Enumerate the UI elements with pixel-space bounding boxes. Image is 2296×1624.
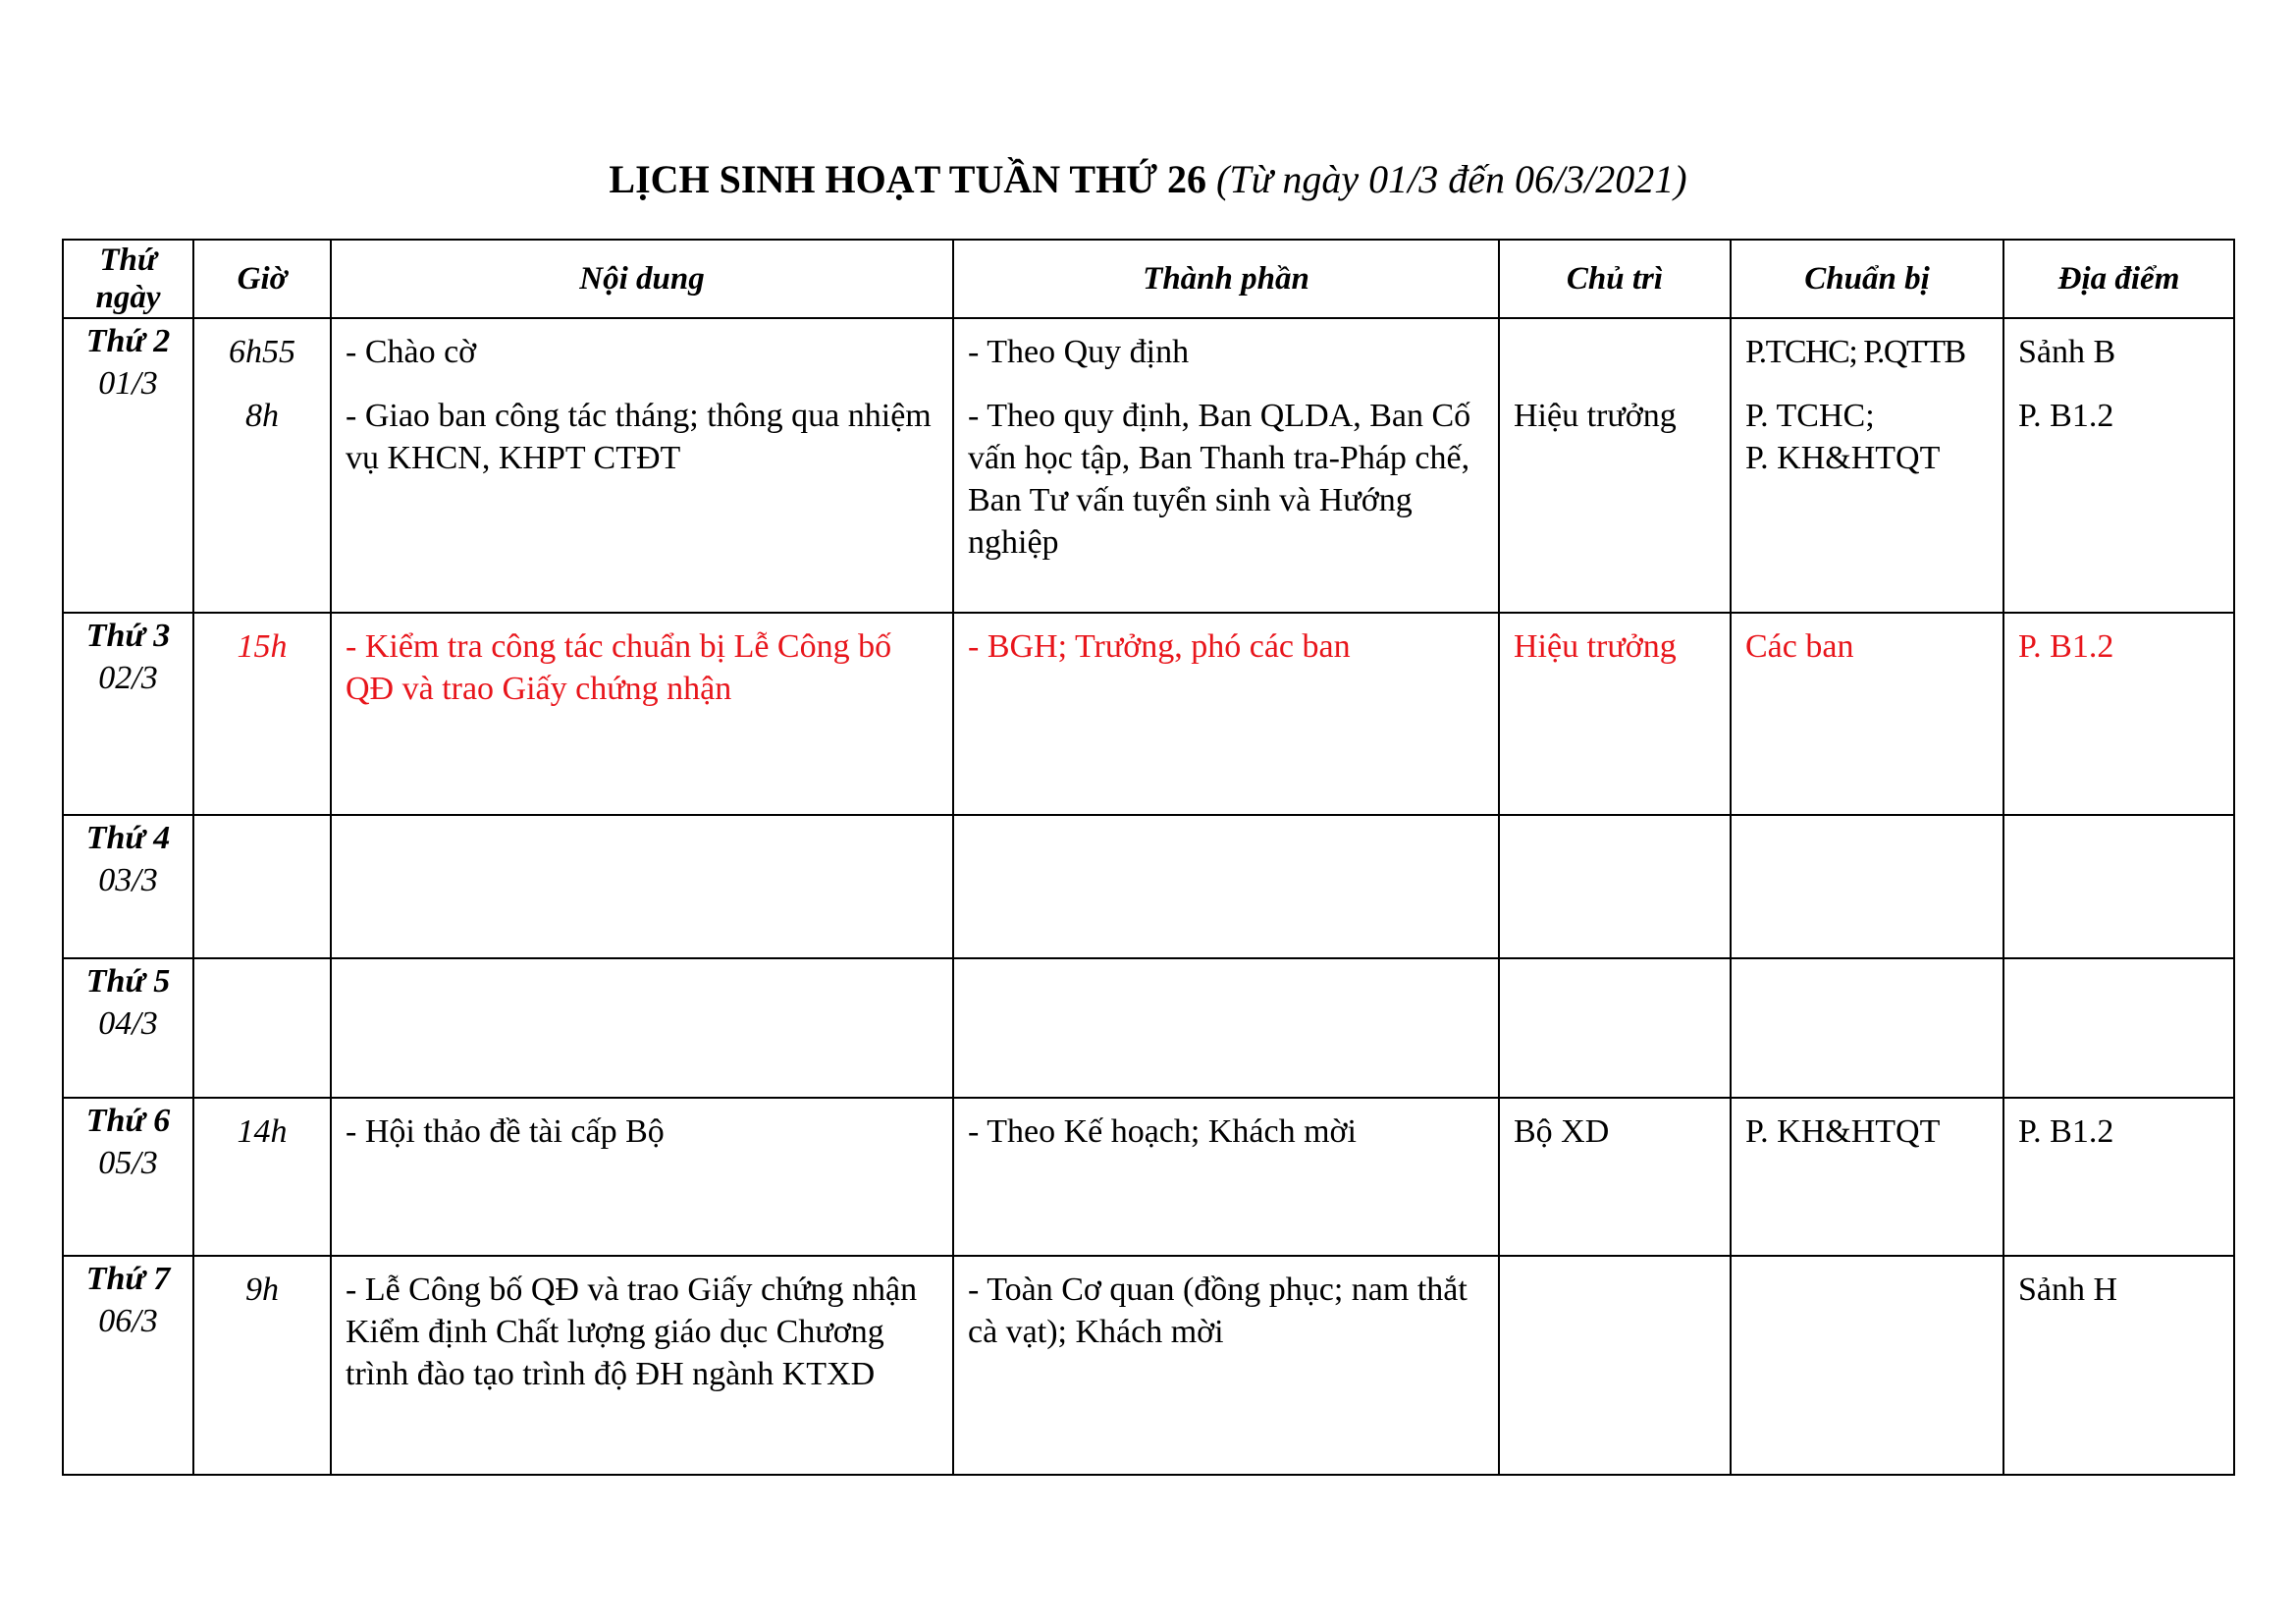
time-cell bbox=[193, 1098, 331, 1256]
time-value: 15h bbox=[237, 628, 288, 665]
header-location: Địa điểm bbox=[2003, 240, 2234, 318]
participants-text: - Theo Quy định bbox=[968, 334, 1190, 370]
location-text: P. B1.2 bbox=[2018, 398, 2114, 434]
participants-cell bbox=[953, 613, 1499, 815]
day-name: Thứ 2 bbox=[85, 323, 171, 359]
participants-cell bbox=[953, 1256, 1499, 1475]
header-time: Giờ bbox=[193, 240, 331, 318]
day-name: Thứ 7 bbox=[85, 1261, 171, 1297]
chair-cell bbox=[1499, 958, 1731, 1098]
content-cell bbox=[331, 318, 953, 613]
chair-cell bbox=[1499, 318, 1731, 613]
participants-text: - Theo quy định, Ban QLDA, Ban Cố vấn học tập, Ban Thanh tra-Pháp chế, Ban Tư vấn tuyển sinh và Hướng nghiệp bbox=[968, 398, 1471, 561]
location-cell bbox=[2003, 318, 2234, 613]
title-range: (Từ ngày 01/3 đến 06/3/2021) bbox=[1216, 157, 1687, 201]
prepare-text: P. TCHC; bbox=[1745, 398, 1875, 434]
content-cell bbox=[331, 613, 953, 815]
chair-text bbox=[1514, 331, 1716, 373]
table-row bbox=[63, 613, 2234, 815]
prepare-cell bbox=[1731, 815, 2003, 958]
header-content: Nội dung bbox=[331, 240, 953, 318]
location-cell bbox=[2003, 958, 2234, 1098]
chair-text: Bộ XD bbox=[1514, 1113, 1610, 1150]
prepare-cell bbox=[1731, 1098, 2003, 1256]
table-row bbox=[63, 1098, 2234, 1256]
content-cell bbox=[331, 958, 953, 1098]
time-value: 8h bbox=[245, 398, 279, 434]
prepare-text: P.TCHC; P.QTTB bbox=[1745, 334, 1965, 370]
content-cell bbox=[331, 815, 953, 958]
prepare-cell bbox=[1731, 1256, 2003, 1475]
content-cell bbox=[331, 1098, 953, 1256]
content-text: - Chào cờ bbox=[346, 334, 477, 370]
participants-text: - Toàn Cơ quan (đồng phục; nam thắt cà vạt); Khách mời bbox=[968, 1272, 1468, 1350]
day-date: 05/3 bbox=[98, 1145, 158, 1181]
content-cell bbox=[331, 1256, 953, 1475]
prepare-cell bbox=[1731, 958, 2003, 1098]
prepare-cell bbox=[1731, 318, 2003, 613]
day-name: Thứ 4 bbox=[85, 820, 171, 856]
content-text: - Giao ban công tác tháng; thông qua nhiệm vụ KHCN, KHPT CTĐT bbox=[346, 398, 932, 476]
participants-cell bbox=[953, 815, 1499, 958]
day-date: 04/3 bbox=[98, 1005, 158, 1042]
time-cell bbox=[193, 1256, 331, 1475]
header-row bbox=[63, 240, 2234, 318]
day-cell bbox=[63, 318, 193, 613]
table-row bbox=[63, 1256, 2234, 1475]
page-title bbox=[0, 155, 2296, 204]
schedule-table bbox=[62, 239, 2235, 1476]
location-cell bbox=[2003, 1098, 2234, 1256]
prepare-cell bbox=[1731, 613, 2003, 815]
day-name: Thứ 6 bbox=[85, 1103, 171, 1139]
chair-cell bbox=[1499, 613, 1731, 815]
header-prepare: Chuẩn bị bbox=[1731, 240, 2003, 318]
participants-text: - Theo Kế hoạch; Khách mời bbox=[968, 1113, 1357, 1150]
participants-cell bbox=[953, 1098, 1499, 1256]
location-text: Sảnh H bbox=[2018, 1272, 2118, 1308]
location-text: P. B1.2 bbox=[2018, 628, 2114, 665]
time-cell bbox=[193, 958, 331, 1098]
chair-text: Hiệu trưởng bbox=[1514, 398, 1677, 434]
time-value: 9h bbox=[245, 1272, 279, 1308]
participants-text: - BGH; Trưởng, phó các ban bbox=[968, 628, 1351, 665]
location-cell bbox=[2003, 815, 2234, 958]
time-value: 14h bbox=[237, 1113, 288, 1150]
content-text: - Hội thảo đề tài cấp Bộ bbox=[346, 1113, 665, 1150]
header-participants: Thành phần bbox=[953, 240, 1499, 318]
table-row bbox=[63, 815, 2234, 958]
day-name: Thứ 3 bbox=[85, 618, 171, 654]
day-cell bbox=[63, 1256, 193, 1475]
header-day: Thứ ngày bbox=[63, 240, 193, 318]
content-text: - Lễ Công bố QĐ và trao Giấy chứng nhận Kiểm định Chất lượng giáo dục Chương trình đào tạo trình độ ĐH ngành KTXD bbox=[346, 1272, 918, 1392]
participants-cell bbox=[953, 318, 1499, 613]
location-text: P. B1.2 bbox=[2018, 1113, 2114, 1150]
prepare-text: Các ban bbox=[1745, 628, 1854, 665]
day-cell bbox=[63, 1098, 193, 1256]
header-chair: Chủ trì bbox=[1499, 240, 1731, 318]
time-cell bbox=[193, 815, 331, 958]
day-cell bbox=[63, 815, 193, 958]
content-text: - Kiểm tra công tác chuẩn bị Lễ Công bố QĐ và trao Giấy chứng nhận bbox=[346, 628, 892, 707]
chair-cell bbox=[1499, 1098, 1731, 1256]
participants-cell bbox=[953, 958, 1499, 1098]
table-row bbox=[63, 958, 2234, 1098]
prepare-text: P. KH&HTQT bbox=[1745, 440, 1941, 476]
day-date: 01/3 bbox=[98, 365, 158, 402]
chair-cell bbox=[1499, 815, 1731, 958]
chair-text: Hiệu trưởng bbox=[1514, 628, 1677, 665]
chair-cell bbox=[1499, 1256, 1731, 1475]
time-cell bbox=[193, 613, 331, 815]
table-row bbox=[63, 318, 2234, 613]
prepare-text: P. KH&HTQT bbox=[1745, 1113, 1941, 1150]
day-date: 03/3 bbox=[98, 862, 158, 898]
title-main: LỊCH SINH HOẠT TUẦN THỨ 26 bbox=[609, 157, 1207, 201]
location-cell bbox=[2003, 1256, 2234, 1475]
day-name: Thứ 5 bbox=[85, 963, 171, 1000]
day-date: 06/3 bbox=[98, 1303, 158, 1339]
day-cell bbox=[63, 958, 193, 1098]
day-date: 02/3 bbox=[98, 660, 158, 696]
day-cell bbox=[63, 613, 193, 815]
time-value: 6h55 bbox=[229, 334, 295, 370]
time-cell bbox=[193, 318, 331, 613]
location-cell bbox=[2003, 613, 2234, 815]
location-text: Sảnh B bbox=[2018, 334, 2116, 370]
